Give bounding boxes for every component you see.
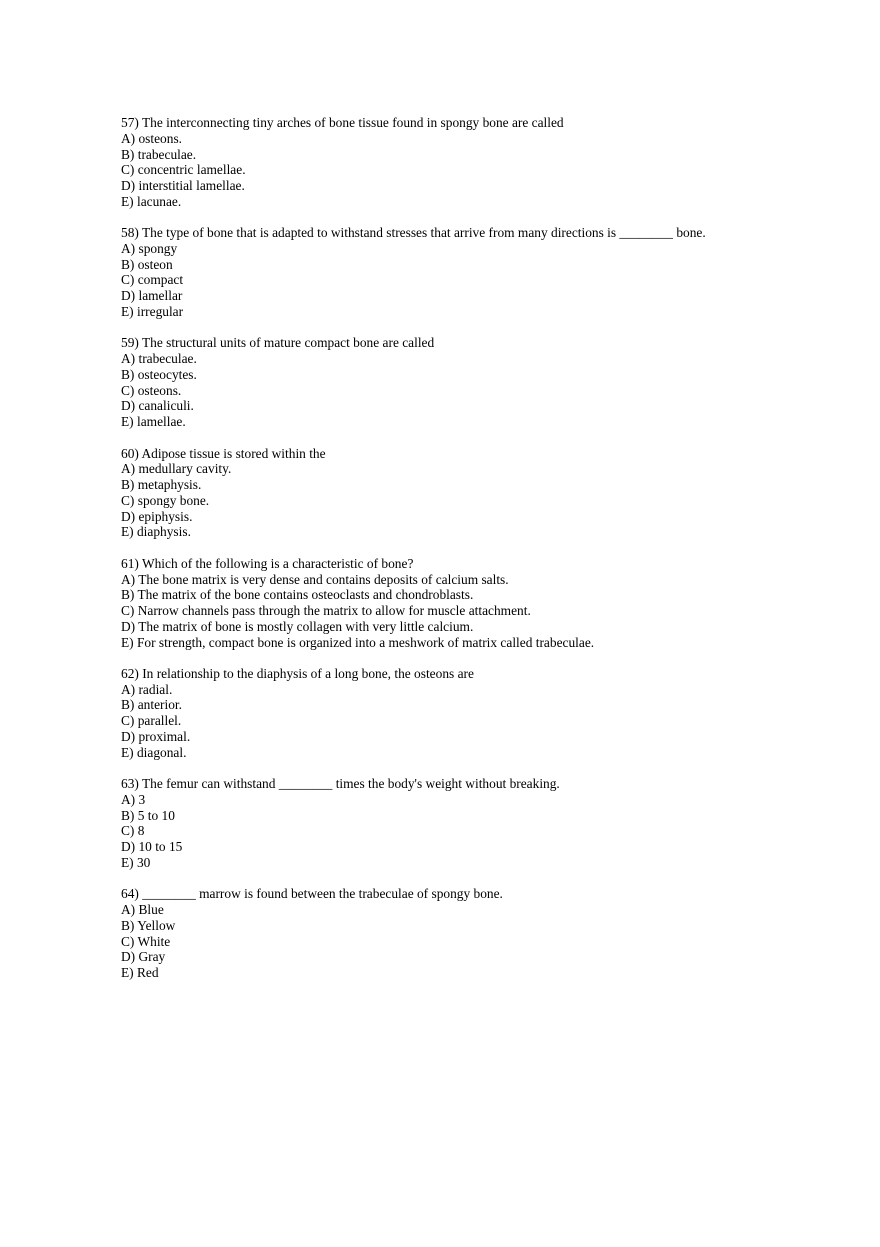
answer-option-b: B) The matrix of the bone contains osteoclasts and chondroblasts.	[121, 587, 474, 603]
answer-option-d: D) interstitial lamellae.	[121, 178, 245, 193]
answer-option-b: B) Yellow	[121, 917, 176, 933]
answer-option-a: A) medullary cavity.	[121, 461, 232, 477]
answer-option-d: D) canaliculi.	[121, 398, 194, 414]
answer-option-b: B) osteon	[121, 256, 173, 272]
answer-option-b: B) metaphysis.	[121, 477, 202, 493]
question-64	[121, 886, 861, 981]
answer-option-b: B) osteocytes.	[121, 366, 197, 382]
answer-option-c: C) concentric lamellae.	[121, 162, 246, 178]
question-stem: 64) ________ marrow is found between the trabeculae of spongy bone.	[121, 886, 503, 902]
answer-option-c: C) compact	[121, 272, 184, 288]
question-stem: 61) Which of the following is a characteristic of bone?	[121, 555, 414, 571]
question-stem: 63) The femur can withstand ________ times the body's weight without breaking.	[121, 776, 560, 792]
answer-option-e: E) diaphysis.	[121, 524, 191, 540]
question-stem: 62) In relationship to the diaphysis of a long bone, the osteons are	[121, 665, 474, 681]
question-stem: 60) Adipose tissue is stored within the	[121, 445, 326, 461]
answer-option-e: E) lacunae.	[121, 193, 182, 209]
answer-option-c: C) parallel.	[121, 713, 182, 729]
answer-option-a: A) The bone matrix is very dense and contains deposits of calcium salts.	[121, 571, 509, 587]
answer-option-b: B) anterior.	[121, 697, 182, 713]
answer-option-e: E) diagonal.	[121, 744, 187, 760]
answer-option-d: D) epiphysis.	[121, 508, 193, 524]
answer-option-e: E) Red	[121, 965, 159, 981]
question-60	[121, 446, 861, 541]
answer-option-a: A) osteons.	[121, 130, 182, 146]
answer-option-d: D) lamellar	[121, 288, 183, 304]
answer-option-d: D) proximal.	[121, 728, 191, 744]
question-59	[121, 335, 861, 430]
answer-option-a: A) spongy	[121, 240, 178, 256]
answer-option-b: B) trabeculae.	[121, 146, 197, 162]
question-61	[121, 556, 861, 651]
question-63	[121, 776, 861, 871]
answer-option-e: E) lamellae.	[121, 414, 186, 430]
answer-option-a: A) trabeculae.	[121, 351, 197, 367]
question-58	[121, 225, 861, 320]
question-62	[121, 666, 861, 761]
answer-option-c: C) Narrow channels pass through the matrix to allow for muscle attachment.	[121, 603, 531, 618]
answer-option-e: E) For strength, compact bone is organized into a meshwork of matrix called trabeculae.	[121, 634, 595, 650]
question-57	[121, 115, 861, 210]
answer-option-a: A) Blue	[121, 902, 164, 918]
answer-option-c: C) spongy bone.	[121, 492, 210, 508]
question-stem: 58) The type of bone that is adapted to withstand stresses that arrive from many directions is ________ bone.	[121, 225, 706, 241]
question-list	[121, 115, 861, 997]
answer-option-e: E) irregular	[121, 303, 184, 319]
answer-option-a: A) 3	[121, 791, 146, 807]
answer-option-c: C) osteons.	[121, 382, 182, 398]
answer-option-d: D) Gray	[121, 949, 166, 965]
answer-option-c: C) 8	[121, 823, 145, 839]
answer-option-b: B) 5 to 10	[121, 807, 175, 823]
question-stem: 59) The structural units of mature compact bone are called	[121, 335, 435, 351]
answer-option-a: A) radial.	[121, 681, 173, 697]
answer-option-d: D) 10 to 15	[121, 839, 183, 855]
answer-option-c: C) White	[121, 933, 171, 949]
answer-option-e: E) 30	[121, 854, 151, 870]
answer-option-d: D) The matrix of bone is mostly collagen with very little calcium.	[121, 618, 474, 634]
question-stem: 57) The interconnecting tiny arches of bone tissue found in spongy bone are called	[121, 115, 564, 130]
